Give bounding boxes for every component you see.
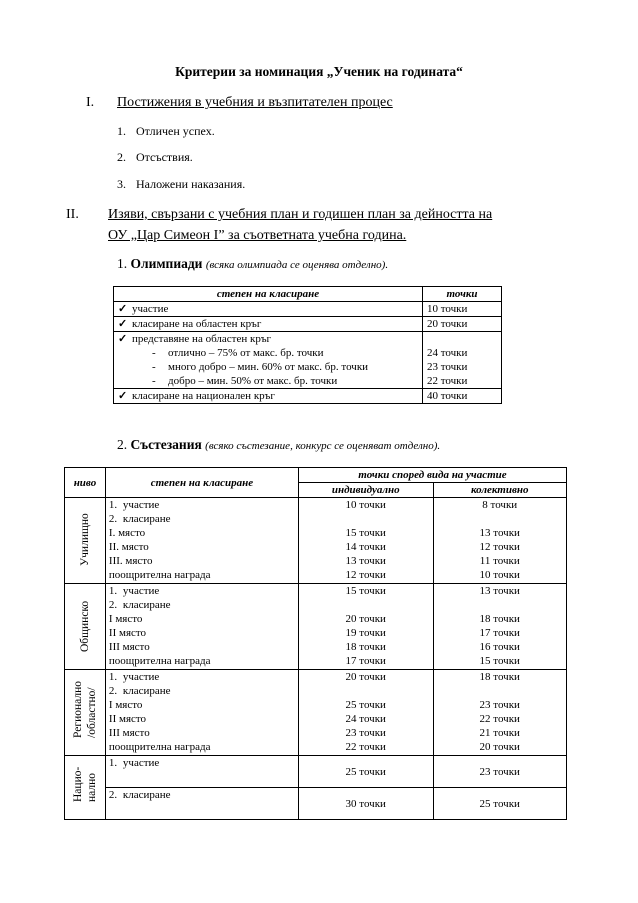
points-individual: 15 точки (345, 585, 386, 597)
olympiads-note: (всяка олимпиада се оценява отделно). (205, 259, 389, 271)
points-team: 17 точки (479, 627, 520, 639)
rank-ranking: класиране (122, 685, 171, 697)
points-individual: 17 точки (345, 655, 386, 667)
olympiads-sub-text: много добро – мин. 60% от макс. бр. точки (168, 361, 369, 373)
points-individual: 20 точки (345, 671, 386, 683)
points-individual: 24 точки (345, 713, 386, 725)
rank-num: 1. (108, 757, 118, 769)
rank-participation: участие (122, 757, 160, 769)
rank-place: I. място (108, 527, 146, 539)
points-team: 23 точки (479, 699, 520, 711)
section-2-number: II. (66, 207, 79, 222)
section-1-number: I. (86, 95, 95, 110)
olympiads-num: 1. (117, 256, 128, 271)
olympiads-row-text: класиране на областен кръг (132, 318, 262, 330)
table-row: Училищно 1. участие 2. класиране I. място II. място III. място поощрителна награда 10 точки 15 точки 14 точки 13 точки 12 точки 8 точки 13 точки 12 точки 11 точки 10 точки (65, 498, 567, 584)
points-individual: 25 точки (345, 699, 386, 711)
olympiads-table (113, 286, 502, 404)
points-individual: 18 точки (345, 641, 386, 653)
rank-num: 2. (108, 789, 118, 801)
competitions-table (64, 467, 567, 820)
olympiads-row (114, 332, 502, 389)
competitions-label: Състезания (130, 437, 202, 452)
rank-ranking: класиране (122, 513, 171, 525)
dash-icon: - (152, 361, 156, 373)
table-row (65, 788, 567, 820)
level-cell-municipal (65, 584, 106, 670)
level-name-line-1: Нацио- (71, 766, 84, 802)
rank-place: поощрителна награда (108, 569, 211, 581)
points-team: 12 точки (479, 541, 520, 553)
level-name-line-2: нално (85, 772, 98, 802)
rank-place: III. място (108, 555, 153, 567)
dash-icon: - (152, 375, 156, 387)
rank-place: II място (108, 627, 147, 639)
header-points-by-type: точки според вида на участие (298, 468, 566, 483)
check-icon: ✓ (118, 318, 128, 330)
points-individual: 30 точки (298, 788, 433, 820)
table-row: Общинско 1. участие 2. класиране I място II място III място поощрителна награда 15 точки 20 точки 19 точки 18 точки 17 точки 13 точки 18 точки 17 точки 16 точки 15 точки (65, 584, 567, 670)
olympiads-row-text: представяне на областен кръг (132, 333, 272, 345)
points-team: 10 точки (479, 569, 520, 581)
olympiads-sub-points: 24 точки (427, 347, 468, 359)
olympiads-row-points: 10 точки (423, 302, 502, 317)
dash-icon: - (152, 347, 156, 359)
level-cell-school (65, 498, 106, 584)
level-name: Училищно (78, 513, 91, 566)
table-row: Регионално /областно/ 1. участие 2. класиране I място II място III място поощрителна награда 20 точки 25 точки 24 точки 23 точки 22 точки 18 точки 23 точки 22 точки 21 точки 20 точки (65, 670, 567, 756)
points-team: 15 точки (479, 655, 520, 667)
points-individual: 22 точки (345, 741, 386, 753)
rank-participation: участие (122, 671, 160, 683)
points-individual: 23 точки (345, 727, 386, 739)
points-individual: 10 точки (345, 499, 386, 511)
olympiads-row-text: участие (132, 303, 169, 315)
competitions-note: (всяко състезание, конкурс се оценяват отделно). (205, 440, 441, 452)
olympiads-sub-text: отлично – 75% от макс. бр. точки (168, 347, 324, 359)
page-title: Критерии за номинация „Ученик на годината“ (175, 64, 463, 79)
points-individual: 25 точки (298, 756, 433, 788)
rank-participation: участие (122, 499, 160, 511)
section-2-heading-line-2: ОУ „Цар Симеон I” за съответната учебна година. (108, 228, 407, 243)
points-individual: 15 точки (345, 527, 386, 539)
rank-place: III място (108, 641, 150, 653)
points-individual: 14 точки (345, 541, 386, 553)
points-team: 25 точки (433, 788, 567, 820)
check-icon: ✓ (118, 303, 128, 315)
olympiads-row-points: 20 точки (423, 317, 502, 332)
level-name-line-2: /областно/ (85, 687, 98, 738)
level-cell-national (65, 756, 106, 820)
rank-ranking: класиране (122, 789, 171, 801)
points-team: 8 точки (482, 499, 518, 511)
rank-place: II място (108, 713, 147, 725)
check-icon: ✓ (118, 333, 128, 345)
header-individual: индивидуално (298, 483, 433, 498)
section-1-item-1-num: 1. (117, 124, 126, 138)
olympiads-row (114, 302, 502, 317)
olympiads-header-level: степен на класиране (114, 287, 423, 302)
points-team: 11 точки (479, 555, 520, 567)
olympiads-label: Олимпиади (130, 256, 203, 271)
points-team: 13 точки (479, 585, 520, 597)
section-1-item-1: Отличен успех. (136, 124, 215, 138)
rank-participation: участие (122, 585, 160, 597)
level-name: Общинско (78, 600, 91, 652)
section-1-item-3-num: 3. (117, 177, 126, 191)
rank-place: I място (108, 613, 143, 625)
table-row (65, 756, 567, 788)
section-1-item-3: Наложени наказания. (136, 177, 246, 191)
points-team: 21 точки (479, 727, 520, 739)
points-team: 16 точки (479, 641, 520, 653)
olympiads-heading (117, 256, 388, 272)
points-team: 20 точки (479, 741, 520, 753)
points-individual: 13 точки (345, 555, 386, 567)
section-2-heading-line-1: Изяви, свързани с учебния план и годишен план за дейността на (108, 207, 493, 222)
points-team: 18 точки (479, 613, 520, 625)
header-team: колективно (433, 483, 567, 498)
points-team: 23 точки (433, 756, 567, 788)
olympiads-sub-points: 22 точки (427, 375, 468, 387)
points-team: 13 точки (479, 527, 520, 539)
header-level: ниво (65, 468, 106, 498)
level-name-line-1: Регионално (71, 681, 84, 738)
check-icon: ✓ (118, 390, 128, 402)
competitions-num: 2. (117, 437, 128, 452)
olympiads-row (114, 389, 502, 404)
rank-place: поощрителна награда (108, 741, 211, 753)
section-1-item-2-num: 2. (117, 150, 126, 164)
olympiads-row (114, 317, 502, 332)
points-individual: 12 точки (345, 569, 386, 581)
olympiads-sub-points: 23 точки (427, 361, 468, 373)
rank-place: III място (108, 727, 150, 739)
level-cell-regional (65, 670, 106, 756)
competitions-heading (117, 437, 440, 453)
points-team: 18 точки (479, 671, 520, 683)
olympiads-row-points: 40 точки (423, 389, 502, 404)
rank-ranking: класиране (122, 599, 171, 611)
rank-place: II. място (108, 541, 149, 553)
olympiads-row-text: класиране на национален кръг (132, 390, 275, 402)
points-individual: 20 точки (345, 613, 386, 625)
section-1-item-2: Отсъствия. (136, 150, 193, 164)
section-1-heading: Постижения в учебния и възпитателен процес (117, 95, 393, 110)
points-team: 22 точки (479, 713, 520, 725)
points-individual: 19 точки (345, 627, 386, 639)
header-rank: степен на класиране (105, 468, 298, 498)
rank-place: I място (108, 699, 143, 711)
rank-place: поощрителна награда (108, 655, 211, 667)
olympiads-sub-text: добро – мин. 50% от макс. бр. точки (168, 375, 338, 387)
olympiads-header-points: точки (423, 287, 502, 302)
